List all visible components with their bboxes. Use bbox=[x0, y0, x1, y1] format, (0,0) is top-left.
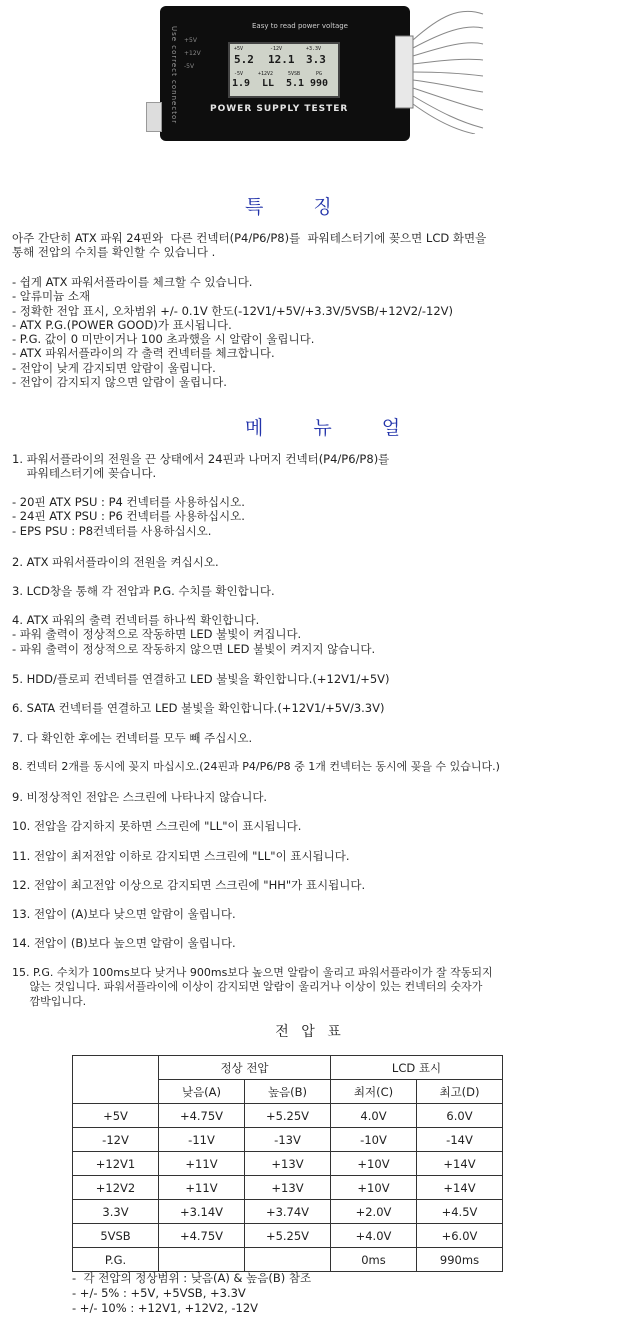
table-row bbox=[73, 1176, 503, 1200]
cell-low: +3.14V bbox=[159, 1200, 245, 1224]
lcd-value: 12.1 bbox=[268, 53, 295, 66]
lcd-label: +12V2 bbox=[258, 71, 274, 77]
cell-low: -11V bbox=[159, 1128, 245, 1152]
cell-high bbox=[245, 1248, 331, 1272]
manual-step-4: 4. ATX 파워의 출력 컨넥터를 하나씩 확인합니다. - 파워 출력이 정상적으로 작동하면 LED 불빛이 켜집니다. - 파워 출력이 정상적으로 작동하지 않으면 LED 불빛이 켜지지 않습니다. bbox=[12, 613, 376, 656]
lcd-label: PG bbox=[316, 71, 323, 77]
col-header-max: 최고(D) bbox=[417, 1080, 503, 1104]
row-name: -12V bbox=[73, 1128, 159, 1152]
table-row bbox=[73, 1224, 503, 1248]
table-header-row bbox=[73, 1056, 503, 1080]
table-group-lcd: LCD 표시 bbox=[331, 1056, 503, 1080]
manual-step-6: 6. SATA 컨넥터를 연결하고 LED 불빛을 확인합니다.(+12V1/+5V/3.3V) bbox=[12, 701, 385, 715]
table-row bbox=[73, 1200, 503, 1224]
lcd-label: -12V bbox=[270, 46, 283, 52]
cell-max: 990ms bbox=[417, 1248, 503, 1272]
features-intro: 아주 간단히 ATX 파워 24핀와 다른 컨넥터(P4/P6/P8)를 파워테스터기에 꽂으면 LCD 화면을 통해 전압의 수치를 확인할 수 있습니다 . bbox=[12, 231, 487, 260]
row-name: +5V bbox=[73, 1104, 159, 1128]
cell-max: +4.5V bbox=[417, 1200, 503, 1224]
led-label: +12V bbox=[184, 50, 201, 57]
lcd-label: -5V bbox=[234, 71, 244, 77]
row-name: +12V1 bbox=[73, 1152, 159, 1176]
lcd-value: 990 bbox=[310, 78, 329, 89]
lcd-label: 5VSB bbox=[288, 71, 301, 77]
lcd-screen bbox=[228, 42, 340, 98]
manual-step-7: 7. 다 확인한 후에는 컨넥터를 모두 빼 주십시오. bbox=[12, 731, 253, 745]
manual-step-15: 15. P.G. 수치가 100ms보다 낮거나 900ms보다 높으면 알람이 울리고 파워서플라이가 잘 작동되지 않는 것입니다. 파워서플라이에 이상이 감지되면 알람이 울리거나 이상이 있는 컨넥터의 숫자가 깜박입니다. bbox=[12, 966, 493, 1008]
manual-title: 메 뉴 얼 bbox=[245, 417, 423, 439]
manual-step-11: 11. 전압이 최저전압 이하로 감지되면 스크린에 "LL"이 표시됩니다. bbox=[12, 849, 350, 863]
cable-bundle-image bbox=[395, 6, 485, 134]
cell-high: +13V bbox=[245, 1176, 331, 1200]
cell-max: +14V bbox=[417, 1152, 503, 1176]
manual-step-2: 2. ATX 파워서플라이의 전원을 켜십시오. bbox=[12, 555, 219, 569]
cell-max: -14V bbox=[417, 1128, 503, 1152]
cell-min: 4.0V bbox=[331, 1104, 417, 1128]
cell-min: -10V bbox=[331, 1128, 417, 1152]
cell-max: +6.0V bbox=[417, 1224, 503, 1248]
led-label: +5V bbox=[184, 37, 197, 44]
cell-low: +11V bbox=[159, 1176, 245, 1200]
table-notes: - 각 전압의 정상범위 : 낮음(A) & 높음(B) 참조 - +/- 5% : +5V, +5VSB, +3.3V - +/- 10% : +12V1, +12V2, -12V bbox=[72, 1271, 312, 1315]
row-name: 3.3V bbox=[73, 1200, 159, 1224]
manual-step-13: 13. 전압이 (A)보다 낮으면 알람이 울립니다. bbox=[12, 907, 236, 921]
voltage-table bbox=[72, 1055, 503, 1272]
led-label: -5V bbox=[184, 63, 195, 70]
manual-step-1-list: - 20핀 ATX PSU : P4 컨넥터를 사용하십시오. - 24핀 ATX PSU : P6 컨넥터를 사용하십시오. - EPS PSU : P8컨넥터를 사용하십시오. bbox=[12, 495, 245, 538]
col-header-high: 높음(B) bbox=[245, 1080, 331, 1104]
cell-low: +4.75V bbox=[159, 1224, 245, 1248]
cell-max: 6.0V bbox=[417, 1104, 503, 1128]
row-name: +12V2 bbox=[73, 1176, 159, 1200]
device-side-text: Use correct connector bbox=[170, 26, 178, 125]
cell-low: +11V bbox=[159, 1152, 245, 1176]
row-name: 5VSB bbox=[73, 1224, 159, 1248]
manual-step-1: 1. 파워서플라이의 전원을 끈 상태에서 24핀과 나머지 컨넥터(P4/P6/P8)를 파워테스터기에 꽂습니다. bbox=[12, 452, 390, 481]
col-header-min: 최저(C) bbox=[331, 1080, 417, 1104]
cell-low bbox=[159, 1248, 245, 1272]
cell-max: +14V bbox=[417, 1176, 503, 1200]
table-row bbox=[73, 1104, 503, 1128]
lcd-label: +5V bbox=[234, 46, 244, 52]
table-corner-cell bbox=[73, 1056, 159, 1104]
manual-step-9: 9. 비정상적인 전압은 스크린에 나타나지 않습니다. bbox=[12, 790, 268, 804]
cell-min: +2.0V bbox=[331, 1200, 417, 1224]
lcd-label: +3.3V bbox=[306, 46, 322, 52]
lcd-value: 5.2 bbox=[234, 53, 254, 66]
manual-step-5: 5. HDD/플로피 컨넥터를 연결하고 LED 불빛을 확인합니다.(+12V1/+5V) bbox=[12, 672, 390, 686]
manual-step-12: 12. 전압이 최고전압 이상으로 감지되면 스크린에 "HH"가 표시됩니다. bbox=[12, 878, 366, 892]
connector-tab bbox=[146, 102, 162, 132]
cell-min: +10V bbox=[331, 1176, 417, 1200]
manual-step-10: 10. 전압을 감지하지 못하면 스크린에 "LL"이 표시됩니다. bbox=[12, 819, 302, 833]
device-caption: Easy to read power voltage bbox=[252, 22, 348, 30]
cell-min: +4.0V bbox=[331, 1224, 417, 1248]
table-row bbox=[73, 1248, 503, 1272]
manual-step-3: 3. LCD창을 통해 각 전압과 P.G. 수치를 확인합니다. bbox=[12, 584, 275, 598]
manual-step-14: 14. 전압이 (B)보다 높으면 알람이 울립니다. bbox=[12, 936, 236, 950]
cell-high: -13V bbox=[245, 1128, 331, 1152]
col-header-low: 낮음(A) bbox=[159, 1080, 245, 1104]
cell-high: +13V bbox=[245, 1152, 331, 1176]
table-row bbox=[73, 1128, 503, 1152]
table-group-normal: 정상 전압 bbox=[159, 1056, 331, 1080]
device-brand: POWER SUPPLY TESTER bbox=[210, 104, 349, 114]
lcd-value: 5.1 bbox=[286, 78, 305, 89]
device-led-labels bbox=[184, 34, 204, 73]
cell-high: +3.74V bbox=[245, 1200, 331, 1224]
cell-min: 0ms bbox=[331, 1248, 417, 1272]
power-supply-tester-image bbox=[160, 6, 410, 141]
lcd-value: LL bbox=[262, 78, 275, 89]
features-list: - 쉽게 ATX 파워서플라이를 체크할 수 있습니다. - 알류미늄 소재 - 정확한 전압 표시, 오차범위 +/- 0.1V 한도(-12V1/+5V/+3.3V/5VSB/+12V2/-12V) - ATX P.G.(POWER GOOD)가 표시됩니다. - P.G. 값이 0 미만이거나 100 초과했을 시 알람이 울립니다. - ATX 파워서플라이의 각 출력 컨넥터를 체크합니다. - 전압이 낮게 감지되면 알람이 울립니다. - 전압이 감지되지 않으면 알람이 울립니다. bbox=[12, 275, 454, 390]
cell-low: +4.75V bbox=[159, 1104, 245, 1128]
features-title: 특 징 bbox=[245, 196, 354, 218]
lcd-value: 3.3 bbox=[306, 53, 326, 66]
cell-high: +5.25V bbox=[245, 1224, 331, 1248]
row-name: P.G. bbox=[73, 1248, 159, 1272]
cell-high: +5.25V bbox=[245, 1104, 331, 1128]
voltage-table-caption: 전 압 표 bbox=[275, 1024, 345, 1040]
manual-step-8: 8. 컨넥터 2개를 동시에 꽂지 마십시오.(24핀과 P4/P6/P8 중 1개 컨넥터는 동시에 꽂을 수 있습니다.) bbox=[12, 760, 500, 773]
cell-min: +10V bbox=[331, 1152, 417, 1176]
lcd-value: 1.9 bbox=[232, 78, 251, 89]
table-row bbox=[73, 1152, 503, 1176]
